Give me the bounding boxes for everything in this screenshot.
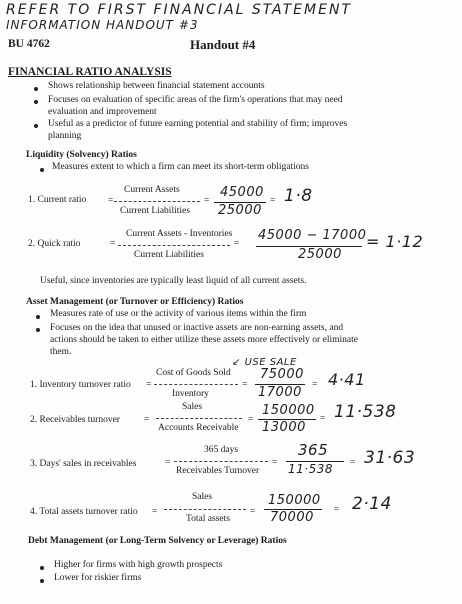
equals-sign: = <box>312 380 318 390</box>
fraction-line <box>118 245 230 246</box>
bullet-dot <box>40 566 44 570</box>
equals-sign: = <box>144 415 150 425</box>
equals-sign: = <box>108 196 114 206</box>
bullet-dot <box>34 100 38 104</box>
handwritten-quick-result: = 1·12 <box>366 232 424 251</box>
quick-ratio-numerator: Current Assets - Inventories <box>126 229 233 239</box>
fraction-line <box>164 509 246 510</box>
fraction-line <box>156 418 242 419</box>
inventory-turnover-denominator: Inventory <box>172 389 209 399</box>
equals-sign: = <box>248 415 254 425</box>
handwritten-days-result: 31·63 <box>364 448 416 468</box>
quick-ratio-label: 2. Quick ratio <box>28 239 81 249</box>
current-ratio-label: 1. Current ratio <box>28 195 87 205</box>
bullet-dot <box>36 315 40 319</box>
total-assets-turnover-denominator: Total assets <box>186 514 230 524</box>
days-sales-denominator: Receivables Turnover <box>176 466 260 476</box>
handwritten-current-den: 25000 <box>218 203 262 218</box>
total-assets-turnover-label: 4. Total assets turnover ratio <box>30 507 138 517</box>
bullet-dot <box>34 87 38 91</box>
course-code: BU 4762 <box>8 38 50 50</box>
liquidity-note: Useful, since inventories are typically least liquid of all current assets. <box>40 276 307 286</box>
handwritten-current-result: 1·8 <box>284 186 313 206</box>
current-ratio-denominator: Current Liabilities <box>120 206 190 216</box>
receivables-turnover-label: 2. Receivables turnover <box>30 415 120 425</box>
total-assets-turnover-numerator: Sales <box>192 492 213 502</box>
inventory-turnover-label: 1. Inventory turnover ratio <box>30 380 131 390</box>
intro-bullet-2: Focuses on evaluation of specific areas of the firm's operations that may need evaluation and improvement <box>48 95 343 117</box>
fraction-line <box>154 384 238 385</box>
equals-sign: = <box>110 239 116 249</box>
receivables-turnover-denominator: Accounts Receivable <box>158 423 239 433</box>
equals-sign: = <box>320 414 326 424</box>
debt-bullet-2: Lower for riskier firms <box>54 573 142 583</box>
handwritten-quick-den: 25000 <box>298 247 342 262</box>
asset-mgmt-bullet-1: Measures rate of use or the activity of various items within the firm <box>50 309 307 319</box>
handwritten-inventory-num: 75000 <box>260 367 304 382</box>
handwritten-quick-num: 45000 − 17000 <box>258 228 367 243</box>
equals-sign: = <box>234 239 240 249</box>
days-sales-label: 3. Days' sales in receivables <box>30 459 137 469</box>
handwritten-total-assets-den: 70000 <box>270 510 314 525</box>
liquidity-bullet: Measures extent to which a firm can meet its short-term obligations <box>52 162 309 172</box>
equals-sign: = <box>152 507 158 517</box>
debt-bullet-1: Higher for firms with high growth prospects <box>54 560 223 570</box>
equals-sign: = <box>350 458 356 468</box>
handwritten-note-line1: REFER TO FIRST FINANCIAL STATEMENT <box>6 2 352 18</box>
asset-mgmt-bullet-2: Focuses on the idea that unused or inactive assets are non-earning assets, and actions should be taken to either utilize these assets more effectively or eliminate them. <box>50 323 358 357</box>
fraction-line <box>174 461 268 462</box>
equals-sign: = <box>165 458 171 468</box>
current-ratio-numerator: Current Assets <box>124 185 180 195</box>
intro-bullet-1: Shows relationship between financial statement accounts <box>48 81 265 91</box>
handwritten-receivables-result: 11·538 <box>334 402 397 422</box>
debt-mgmt-title: Debt Management (or Long-Term Solvency or Leverage) Ratios <box>28 536 287 546</box>
intro-bullet-3: Useful as a predictor of future earning potential and stability of firm; improves planning <box>48 119 348 141</box>
quick-ratio-denominator: Current Liabilities <box>134 250 204 260</box>
equals-sign: = <box>204 196 210 206</box>
receivables-turnover-numerator: Sales <box>182 402 203 412</box>
inventory-turnover-numerator: Cost of Goods Sold <box>156 368 231 378</box>
asset-mgmt-title: Asset Management (or Turnover or Efficiency) Ratios <box>26 297 244 307</box>
bullet-dot <box>34 124 38 128</box>
handwritten-inventory-den: 17000 <box>258 385 302 400</box>
equals-sign: = <box>146 380 152 390</box>
handout-number: Handout #4 <box>190 37 256 52</box>
handwritten-receivables-num: 150000 <box>262 403 315 418</box>
handwritten-use-sale: ↙ USE SALE <box>232 357 297 368</box>
handwritten-receivables-den: 13000 <box>262 420 306 435</box>
handwritten-total-assets-num: 150000 <box>268 493 321 508</box>
equals-sign: = <box>250 507 256 517</box>
bullet-dot <box>40 579 44 583</box>
equals-sign: = <box>270 196 276 206</box>
handwritten-inventory-result: 4·41 <box>328 370 366 389</box>
equals-sign: = <box>334 505 340 515</box>
page-title: FINANCIAL RATIO ANALYSIS <box>8 66 172 78</box>
liquidity-title: Liquidity (Solvency) Ratios <box>26 150 137 160</box>
fraction-line <box>114 201 200 202</box>
handwritten-use-sale-text: USE SALE <box>244 357 297 368</box>
bullet-dot <box>40 168 44 172</box>
handwritten-current-num: 45000 <box>220 185 264 200</box>
equals-sign: = <box>272 458 278 468</box>
days-sales-numerator: 365 days <box>204 445 239 455</box>
handwritten-total-assets-result: 2·14 <box>352 494 392 514</box>
handwritten-days-num: 365 <box>298 441 329 459</box>
handwritten-note-line2: INFORMATION HANDOUT #3 <box>6 18 199 32</box>
bullet-dot <box>36 328 40 332</box>
handwritten-days-den: 11·538 <box>288 462 333 476</box>
equals-sign: = <box>242 380 248 390</box>
